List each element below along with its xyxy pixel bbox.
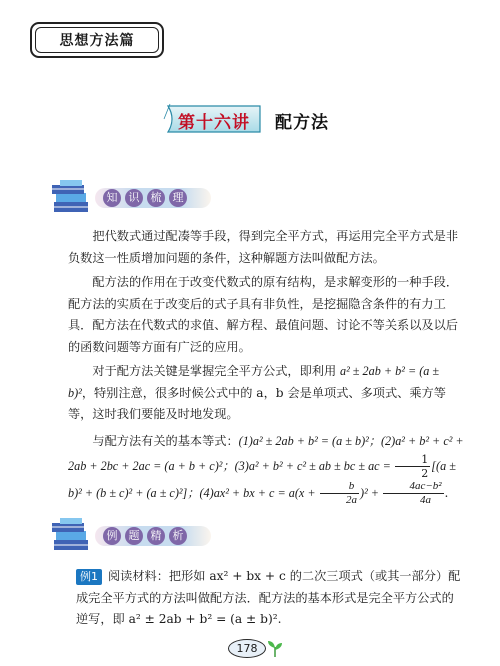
example-paragraph bbox=[68, 566, 464, 631]
formula: . bbox=[444, 485, 449, 500]
section-title-char: 精 bbox=[147, 527, 165, 545]
section-title-pill bbox=[95, 526, 211, 546]
section-title-char: 知 bbox=[103, 189, 121, 207]
formula: (2)a² + b² + c² + 2ab + 2bc + 2ac = (a + b + c)²； bbox=[68, 433, 464, 473]
fraction-numerator: b bbox=[320, 480, 359, 494]
formula: [(a ± b)² + (b ± c)² + (a ± c)²]； bbox=[68, 458, 456, 500]
section-title-char: 识 bbox=[125, 189, 143, 207]
example-body bbox=[68, 566, 464, 631]
paragraph bbox=[68, 361, 464, 426]
formula: (3)a² + b² + c² ± ab ± bc ± ac = bbox=[234, 458, 394, 473]
knowledge-body bbox=[68, 226, 464, 507]
lecture-topic: 配方法 bbox=[275, 113, 329, 133]
lecture-number: 第十六讲 bbox=[178, 113, 250, 133]
fraction-denominator: 2 bbox=[421, 466, 429, 480]
formula: (1)a² ± 2ab + b² = (a ± b)²； bbox=[238, 433, 381, 448]
paragraph: 配方法的作用在于改变代数式的原有结构，是求解变形的一种手段．配方法的实质在于改变后的式子具有非负性，是挖掘隐含条件的有力工具．配方法在代数式的求值、解方程、最值问题、讨论不等关系以及以后的函数问题等方面有广泛的应用。 bbox=[68, 275, 459, 354]
fraction bbox=[320, 480, 359, 507]
page-footer bbox=[228, 636, 288, 660]
paragraph: 把代数式通过配凑等手段，得到完全平方式，再运用完全平方式是非负数这一性质增加问题的条件，这种解题方法叫做配方法。 bbox=[68, 229, 459, 265]
paragraph-text: 对于配方法关键是掌握完全平方公式，即利用 bbox=[92, 364, 341, 378]
formula: (4)ax² + bx + c = a(x + bbox=[199, 485, 319, 500]
fraction-denominator: 2a bbox=[346, 493, 358, 506]
page-number: 178 bbox=[228, 639, 266, 658]
fraction-numerator: 4ac−b² bbox=[383, 480, 444, 494]
section-title-char: 题 bbox=[125, 527, 143, 545]
sprout-icon bbox=[266, 638, 284, 658]
formula: )² + bbox=[360, 485, 383, 500]
section-title-char: 理 bbox=[169, 189, 187, 207]
fraction bbox=[395, 453, 430, 480]
section-title-char: 析 bbox=[169, 527, 187, 545]
section-title-char: 例 bbox=[103, 527, 121, 545]
fraction bbox=[383, 480, 444, 507]
section-title-pill bbox=[95, 188, 211, 208]
paragraph bbox=[68, 429, 464, 507]
section-title-char: 梳 bbox=[147, 189, 165, 207]
fraction-denominator: 4a bbox=[419, 493, 431, 506]
series-tag-label: 思想方法篇 bbox=[35, 27, 159, 53]
books-icon bbox=[50, 178, 94, 218]
lecture-banner bbox=[162, 100, 352, 138]
example-text: 阅读材料：把形如 ax² + bx + c 的二次三项式（或其一部分）配成完全平方式的方法叫做配方法．配方法的基本形式是完全平方公式的逆写，即 a² ± 2ab + b² = (a ± b)². bbox=[76, 569, 461, 626]
fraction-numerator: 1 bbox=[395, 453, 430, 467]
formula: a² ± 2ab + b² = (a ± b)² bbox=[68, 364, 440, 400]
series-tag bbox=[30, 22, 164, 58]
paragraph-text: ，特别注意，很多时候公式中的 a，b 会是单项式、多项式、乘方等等，这时我们要能及时地发现。 bbox=[68, 385, 446, 421]
books-icon bbox=[50, 516, 94, 556]
example-badge: 例1 bbox=[76, 569, 102, 585]
paragraph-text: 与配方法有关的基本等式： bbox=[92, 433, 239, 448]
